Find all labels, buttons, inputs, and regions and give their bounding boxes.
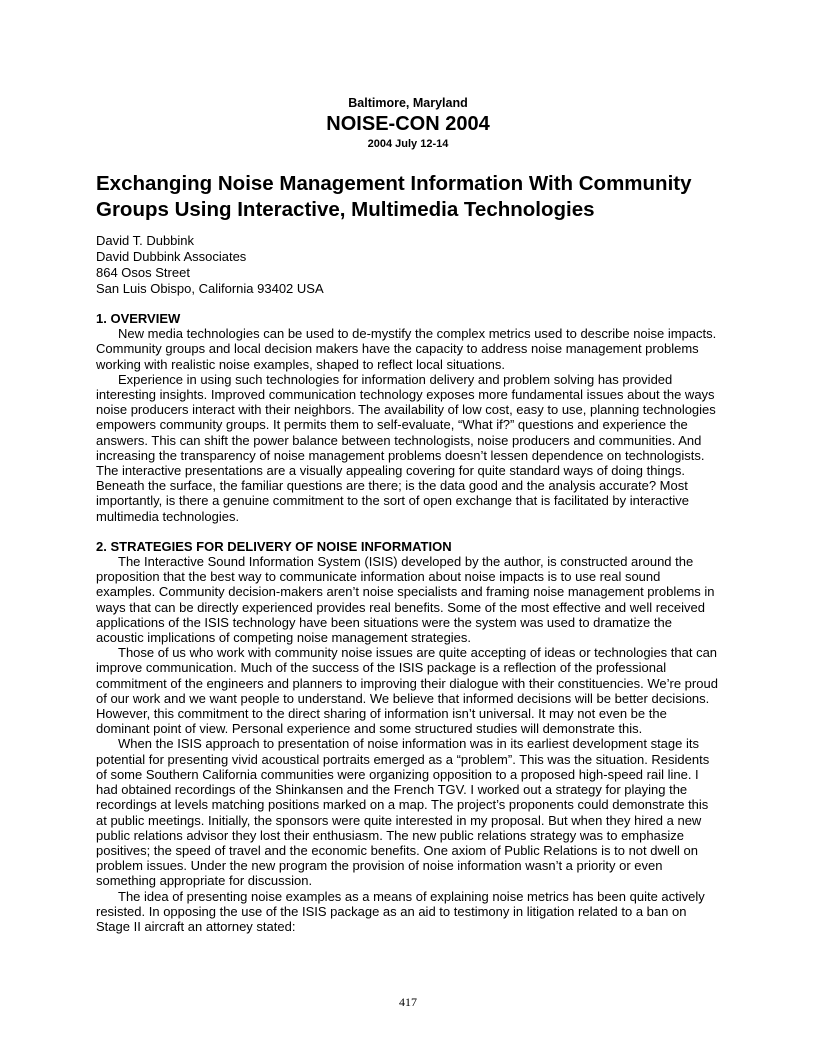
conference-location: Baltimore, Maryland	[348, 96, 468, 110]
conference-name: NOISE-CON 2004	[326, 113, 490, 135]
section-strategies	[96, 539, 722, 934]
paragraph: Those of us who work with community noise issues are quite accepting of ideas or technologies that can improve communication. Much of the success of the ISIS package is a reflection of the professional commitment of the engineers and planners to improving their dialogue with their constituencies. We’re proud of our work and we want people to understand. We believe that informed decisions will be better decisions. However, this commitment to the direct sharing of information isn’t universal. It may not even be the dominant point of view. Personal experience and some structured studies will demonstrate this.	[96, 645, 718, 737]
paragraph: The Interactive Sound Information System (ISIS) developed by the author, is constructed around the proposition that the best way to communicate information about noise impacts is to use real sound examples. Community decision-makers aren’t noise specialists and framing noise management problems in ways that can be directly experienced provides real benefits. Some of the most effective and well received applications of the ISIS technology have been situations were the system was used to dramatize the acoustic implications of competing noise management strategies.	[96, 554, 715, 646]
author-affiliation: David Dubbink Associates	[96, 249, 247, 264]
page-number: 417	[399, 995, 417, 1009]
author-block	[96, 233, 324, 297]
paragraph: New media technologies can be used to de-mystify the complex metrics used to describe noise impacts. Community groups and local decision makers have the capacity to address noise management problems working with realistic noise examples, shaped to reflect local situations.	[96, 326, 717, 372]
conference-dates: 2004 July 12-14	[367, 138, 449, 150]
section-heading: 2. STRATEGIES FOR DELIVERY OF NOISE INFORMATION	[96, 538, 452, 554]
author-street: 864 Osos Street	[96, 265, 190, 280]
paper-title: Exchanging Noise Management Information With Community Groups Using Interactive, Multimedia Technologies	[96, 172, 692, 221]
paper-body	[96, 311, 722, 934]
paragraph: The idea of presenting noise examples as a means of explaining noise metrics has been quite actively resisted. In opposing the use of the ISIS package as an aid to testimony in litigation related to a ban on Stage II aircraft an attorney stated:	[96, 888, 705, 934]
paragraph: When the ISIS approach to presentation of noise information was in its earliest development stage its potential for presenting vivid acoustical portraits emerged as a “problem”. This was the situation. Residents of some Southern California communities were organizing opposition to a proposed high-speed rail line. I had obtained recordings of the Shinkansen and the French TGV. I worked out a strategy for playing the recordings at levels matching positions marked on a map. The project’s proponents could demonstrate this at public meetings. Initially, the sponsors were quite interested in my proposal. But when they hired a new public relations advisor they lost their enthusiasm. The new public relations strategy was to emphasize positives; the speed of travel and the economic benefits. One axiom of Public Relations is to not dwell on problem issues. Under the new program the provision of noise information wasn’t a priority or even something appropriate for discussion.	[96, 736, 710, 889]
section-overview	[96, 311, 722, 524]
section-heading: 1. OVERVIEW	[96, 311, 181, 326]
paragraph: Experience in using such technologies for information delivery and problem solving has provided interesting insights. Improved communication technology exposes more fundamental issues about the ways noise producers interact with their neighbors. The availability of low cost, easy to use, planning technologies empowers community groups. It permits them to self-evaluate, “What if?” questions and experience the answers. This can shift the power balance between technologists, noise producers and communities. And increasing the transparency of noise management problems doesn’t lessen dependence on technologists. The interactive presentations are a visually appealing covering for quite standard ways of doing things. Beneath the surface, the familiar questions are there; is the data good and the analysis accurate? Most importantly, is there a genuine commitment to the sort of open exchange that is facilitated by interactive multimedia technologies.	[96, 371, 716, 524]
author-name: David T. Dubbink	[96, 233, 195, 248]
author-city: San Luis Obispo, California 93402 USA	[96, 281, 324, 296]
